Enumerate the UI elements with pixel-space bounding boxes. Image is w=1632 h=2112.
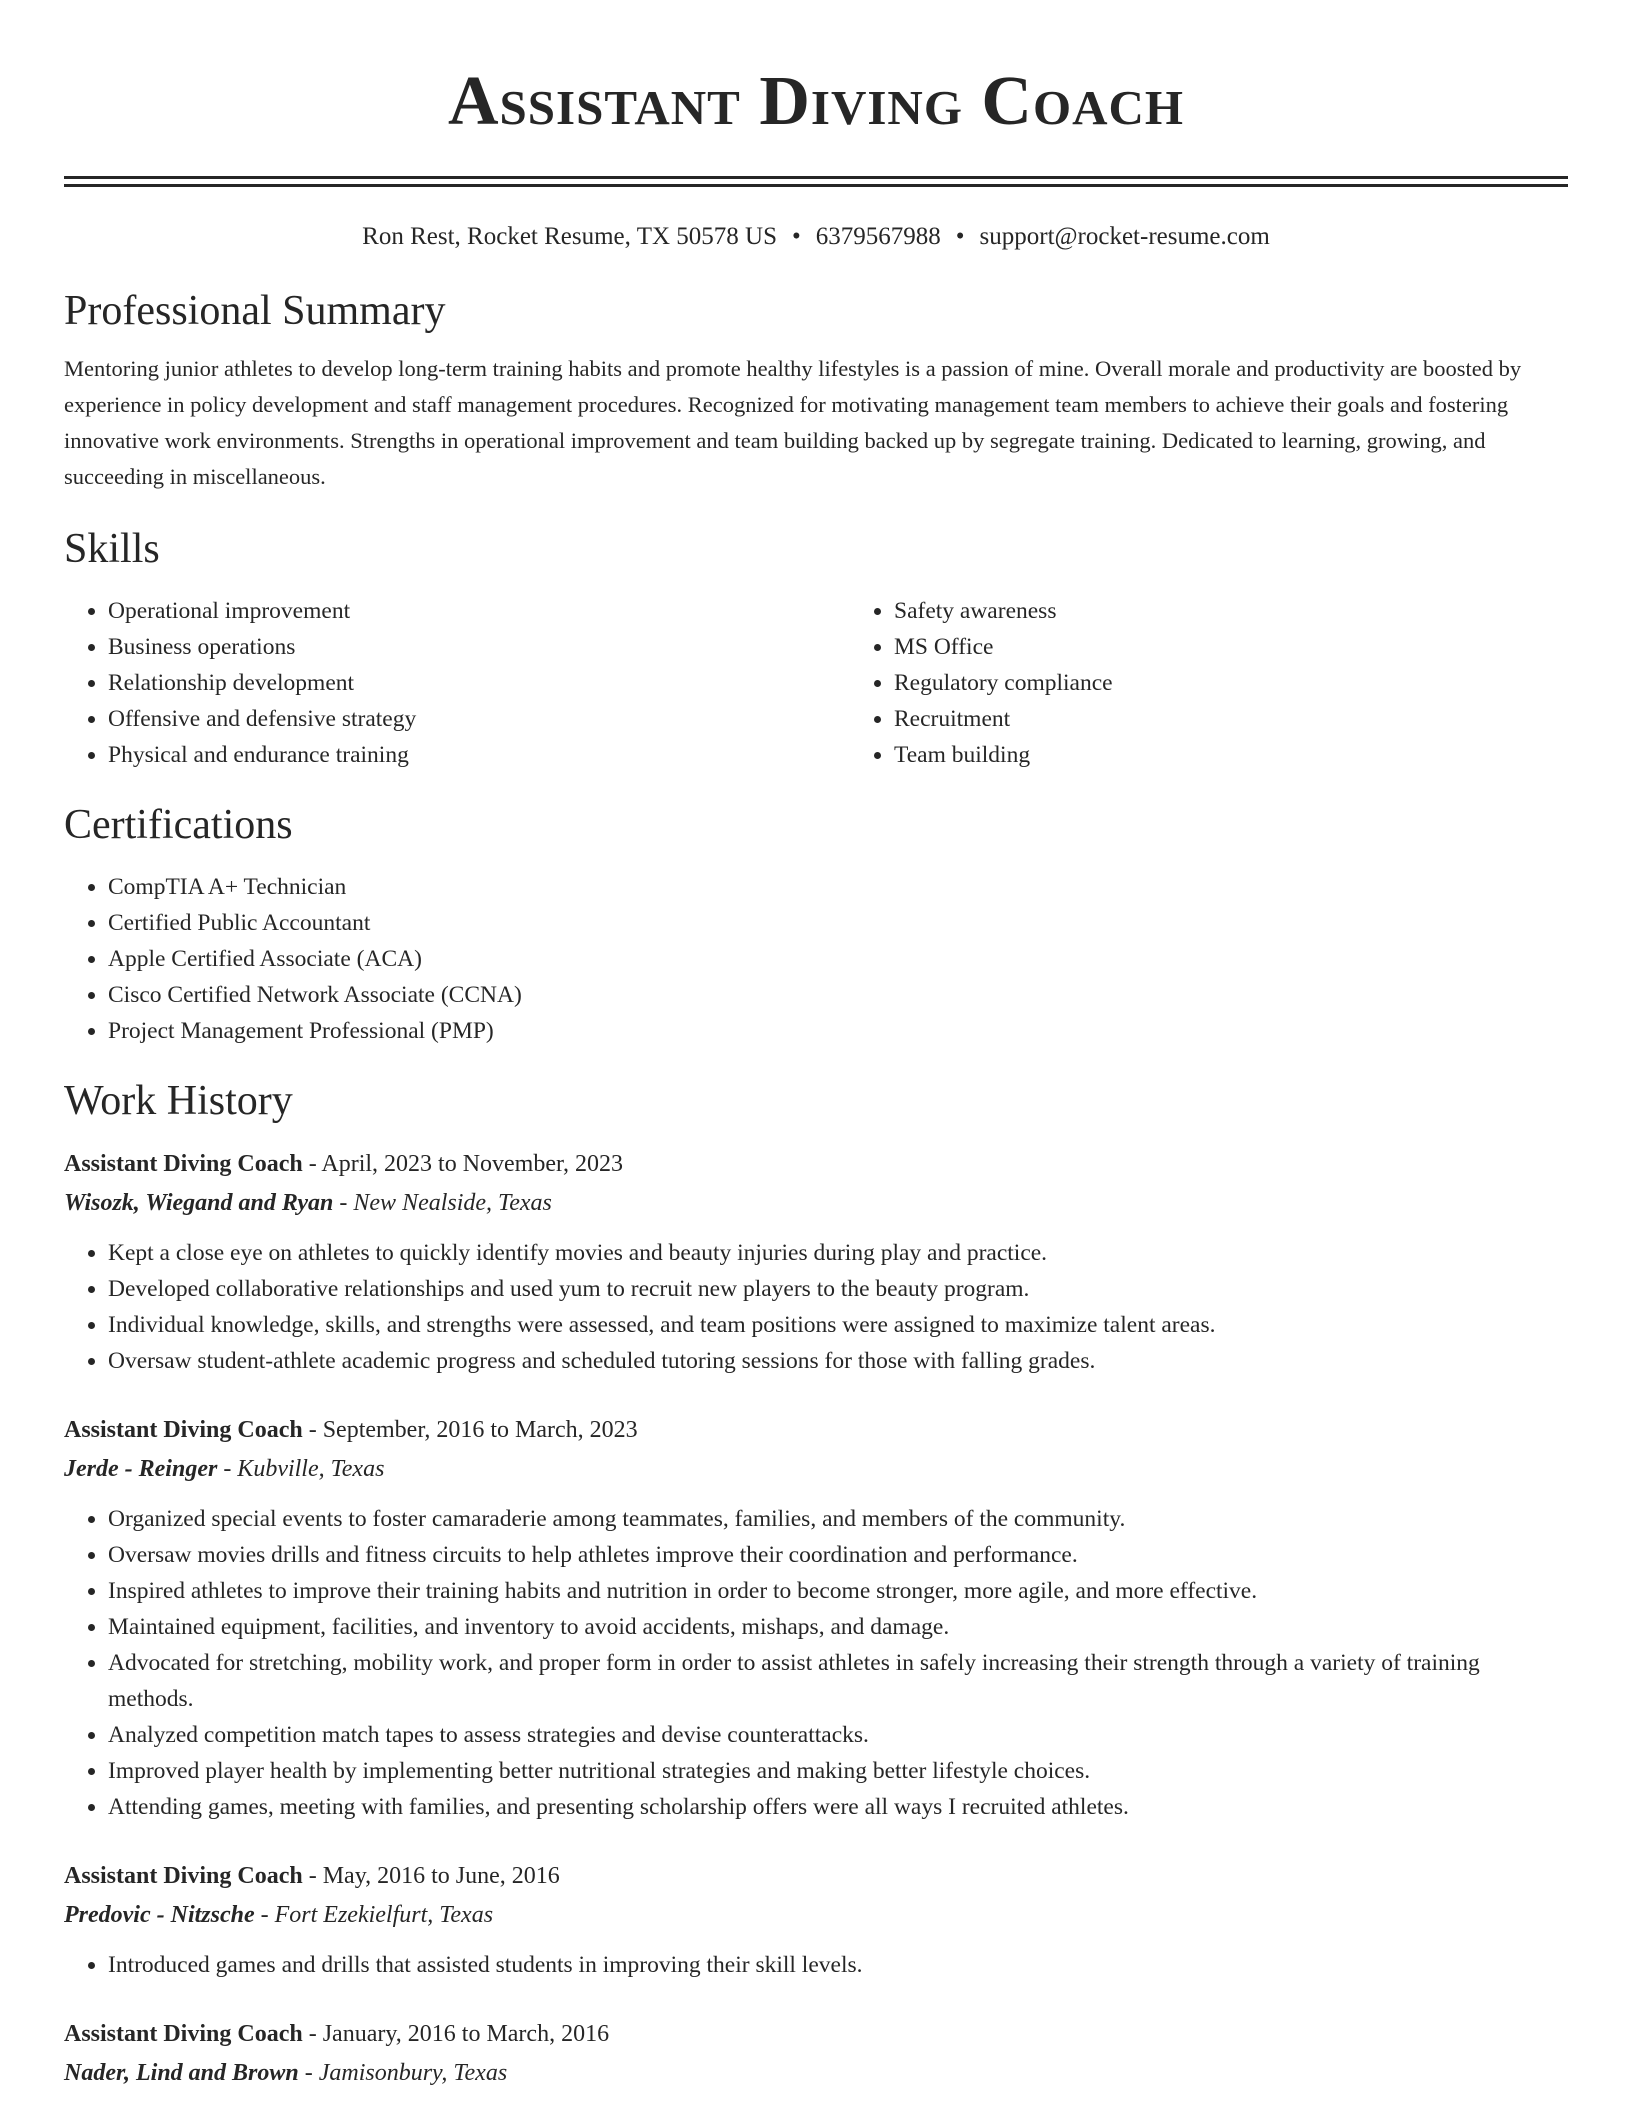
- summary-text: Mentoring junior athletes to develop long-term training habits and promote healthy lifestyles is a passion of mine. Overall morale and productivity are boosted by experience in policy development and staff management procedures. Recognized for motivating management team members to achieve their goals and fostering innovative work environments. Strengths in operational improvement and team building backed up by segregate training. Dedicated to learning, growing, and succeeding in miscellaneous.: [64, 356, 1522, 489]
- job-bullets: [64, 1501, 1568, 1825]
- job-title: Assistant Diving Coach: [64, 1151, 303, 1177]
- certifications-section: [64, 799, 1568, 1049]
- job-entry: [64, 1145, 1568, 1379]
- skills-list-right: [850, 593, 1568, 773]
- job-dates: - April, 2023 to November, 2023: [308, 1151, 624, 1177]
- job-location: - Kubville, Texas: [223, 1456, 385, 1482]
- certification-item: • Certified Public Accountant: [108, 905, 1568, 941]
- job-company-line: [64, 1895, 1568, 1935]
- title-divider-secondary: [64, 184, 1568, 187]
- job-company: Jerde - Reinger: [64, 1456, 218, 1482]
- skill-item: • Regulatory compliance: [894, 665, 1568, 701]
- job-title: Assistant Diving Coach: [64, 1863, 303, 1889]
- job-bullet: • Attending games, meeting with families, and presenting scholarship offers were all ways I recruited athletes.: [108, 1789, 1568, 1825]
- certification-item: • Apple Certified Associate (ACA): [108, 941, 1568, 977]
- certification-item: • Project Management Professional (PMP): [108, 1013, 1568, 1049]
- job-bullet: • Introduced games and drills that assisted students in improving their skill levels.: [108, 1947, 1568, 1983]
- section-heading-summary: Professional Summary: [64, 288, 446, 334]
- job-dates: - September, 2016 to March, 2023: [308, 1417, 638, 1443]
- job-bullet: • Oversaw movies drills and fitness circuits to help athletes improve their coordination and performance.: [108, 1537, 1568, 1573]
- job-title-line: [64, 2015, 1568, 2053]
- skill-item: • Operational improvement: [108, 593, 850, 629]
- skill-item: • Business operations: [108, 629, 850, 665]
- work-history-list: [64, 1145, 1568, 2093]
- job-dates: - January, 2016 to March, 2016: [308, 2021, 610, 2047]
- section-heading-certifications: Certifications: [64, 802, 293, 848]
- job-bullet: • Organized special events to foster camaraderie among teammates, families, and members of the community.: [108, 1501, 1568, 1537]
- skill-item: • Team building: [894, 737, 1568, 773]
- skill-item: • Recruitment: [894, 701, 1568, 737]
- skill-item: • Offensive and defensive strategy: [108, 701, 850, 737]
- job-bullet: • Advocated for stretching, mobility work, and proper form in order to assist athletes in safely increasing their strength through a variety of training methods.: [108, 1645, 1568, 1717]
- job-dates: - May, 2016 to June, 2016: [308, 1863, 560, 1889]
- skill-item: • Safety awareness: [894, 593, 1568, 629]
- contact-separator: •: [791, 223, 801, 250]
- job-bullet: • Maintained equipment, facilities, and inventory to avoid accidents, mishaps, and damage.: [108, 1609, 1568, 1645]
- skill-item: • Relationship development: [108, 665, 850, 701]
- contact-email: support@rocket-resume.com: [979, 223, 1270, 250]
- job-entry: [64, 2015, 1568, 2093]
- job-bullet: • Developed collaborative relationships and used yum to recruit new players to the beauty program.: [108, 1271, 1568, 1307]
- section-heading-skills: Skills: [64, 526, 160, 572]
- job-company: Wisozk, Wiegand and Ryan: [64, 1190, 334, 1216]
- job-bullets: [64, 1235, 1568, 1379]
- job-company: Nader, Lind and Brown: [64, 2060, 299, 2086]
- job-location: - Jamisonbury, Texas: [304, 2060, 508, 2086]
- job-location: - New Nealside, Texas: [339, 1190, 552, 1216]
- skills-list-left: [64, 593, 850, 773]
- job-bullet: • Inspired athletes to improve their training habits and nutrition in order to become stronger, more agile, and more effective.: [108, 1573, 1568, 1609]
- job-bullets: [64, 1947, 1568, 1983]
- job-company: Predovic - Nitzsche: [64, 1902, 255, 1928]
- job-bullet: • Oversaw student-athlete academic progress and scheduled tutoring sessions for those with falling grades.: [108, 1343, 1568, 1379]
- job-bullet: • Kept a close eye on athletes to quickly identify movies and beauty injuries during play and practice.: [108, 1235, 1568, 1271]
- work-history-section: [64, 1075, 1568, 2093]
- job-title-line: [64, 1411, 1568, 1449]
- job-bullet: • Improved player health by implementing better nutritional strategies and making better lifestyle choices.: [108, 1753, 1568, 1789]
- job-title-line: [64, 1145, 1568, 1183]
- skill-item: • MS Office: [894, 629, 1568, 665]
- skills-section: [64, 523, 1568, 773]
- contact-phone: 6379567988: [815, 223, 941, 250]
- certification-item: • Cisco Certified Network Associate (CCNA): [108, 977, 1568, 1013]
- job-entry: [64, 1411, 1568, 1825]
- section-heading-work-history: Work History: [64, 1078, 293, 1124]
- skills-columns: [64, 593, 1568, 773]
- job-company-line: [64, 1449, 1568, 1489]
- summary-section: [64, 285, 1568, 495]
- job-title: Assistant Diving Coach: [64, 1417, 303, 1443]
- certifications-list: [64, 869, 1568, 1049]
- contact-separator: •: [955, 223, 965, 250]
- job-title-line: [64, 1857, 1568, 1895]
- contact-line: [64, 221, 1568, 253]
- job-bullet: • Analyzed competition match tapes to assess strategies and devise counterattacks.: [108, 1717, 1568, 1753]
- job-entry: [64, 1857, 1568, 1983]
- job-location: - Fort Ezekielfurt, Texas: [260, 1902, 494, 1928]
- job-title: Assistant Diving Coach: [64, 2021, 303, 2047]
- job-bullet: • Individual knowledge, skills, and strengths were assessed, and team positions were assigned to maximize talent areas.: [108, 1307, 1568, 1343]
- resume-title: Assistant Diving Coach: [447, 63, 1184, 140]
- job-company-line: [64, 2053, 1568, 2093]
- contact-address: Ron Rest, Rocket Resume, TX 50578 US: [362, 223, 777, 250]
- skill-item: • Physical and endurance training: [108, 737, 850, 773]
- job-company-line: [64, 1183, 1568, 1223]
- title-divider: [64, 176, 1568, 179]
- certification-item: • CompTIA A+ Technician: [108, 869, 1568, 905]
